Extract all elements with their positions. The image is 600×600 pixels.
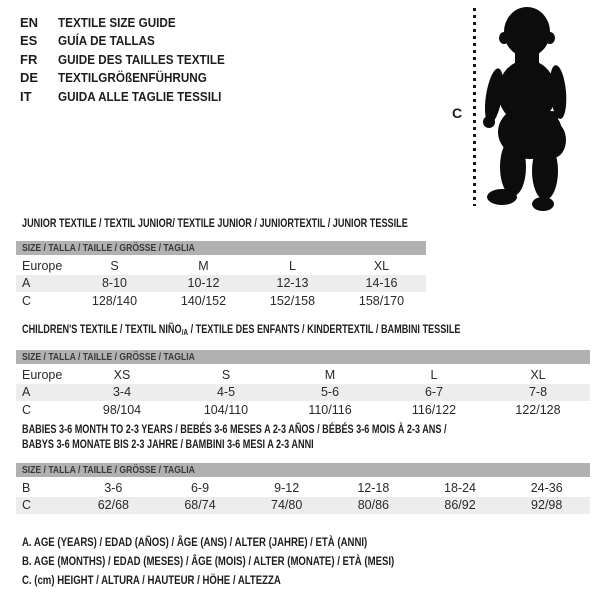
table-cell: 6-7 (424, 385, 444, 400)
table-cell: L (289, 258, 296, 273)
row-label: A (22, 276, 31, 291)
lang-code: FR (20, 51, 38, 67)
lang-label: GUIDE DES TAILLES TEXTILE (58, 51, 225, 67)
height-measure-line (473, 8, 476, 206)
table-cell: 12-18 (357, 480, 390, 495)
row-label: C (22, 293, 32, 308)
table-cell: 12-13 (276, 276, 309, 291)
junior-size-table (16, 216, 426, 310)
table-cell: 4-5 (216, 385, 236, 400)
lang-row-fr (20, 50, 243, 69)
table-cell: 24-36 (530, 480, 563, 495)
size-header-label: SIZE / TALLA / TAILLE / GRÖSSE / TAGLIA (22, 464, 195, 476)
table-cell: 68/74 (184, 498, 216, 513)
lang-row-de (20, 69, 243, 88)
table-cell: 128/140 (91, 293, 138, 308)
lang-code: IT (20, 88, 32, 104)
table-row-months (16, 479, 590, 497)
row-label: A (22, 385, 31, 400)
table-cell: S (221, 367, 231, 382)
size-header-bar (16, 241, 426, 255)
table-cell: L (430, 367, 438, 382)
table-row-europe (16, 366, 590, 384)
title-line-1: BABIES 3-6 MONTH TO 2-3 YEARS / BEBÉS 3-6 MESES A 2-3 AÑOS / BÉBÉS 3-6 MOIS À 2-3 ANS / (22, 422, 447, 436)
lang-row-en (20, 13, 243, 32)
table-row-age (16, 275, 426, 293)
size-header-label: SIZE / TALLA / TAILLE / GRÖSSE / TAGLIA (22, 351, 195, 363)
table-row-height (16, 292, 426, 310)
row-label: C (22, 498, 32, 513)
children-table-title (22, 322, 461, 340)
lang-row-it (20, 87, 243, 106)
table-cell: 3-6 (104, 480, 123, 495)
table-cell: M (324, 367, 336, 382)
title-text: / TEXTILE DES ENFANTS / KINDERTEXTIL / BAMBINI TESSILE (188, 322, 461, 336)
size-header-bar (16, 350, 590, 364)
table-cell: 5-6 (320, 385, 340, 400)
footnote-c: C. (cm) HEIGHT / ALTURA / HAUTEUR / HÖHE / ALTEZZA (22, 573, 281, 587)
row-label: Europe (22, 258, 63, 273)
table-cell: 140/152 (180, 293, 227, 308)
table-cell: 6-9 (190, 480, 210, 495)
table-cell: 158/170 (358, 293, 405, 308)
table-cell: 9-12 (274, 480, 300, 495)
table-cell: 152/158 (269, 293, 316, 308)
lang-row-es (20, 32, 243, 51)
table-cell: 10-12 (187, 276, 220, 291)
language-header (20, 13, 243, 106)
babies-size-table (16, 422, 590, 514)
table-row-age (16, 384, 590, 402)
lang-label: TEXTILGRÖßENFÜHRUNG (58, 70, 207, 86)
table-cell: 92/98 (531, 498, 563, 513)
row-label: C (22, 402, 32, 417)
table-row-height (16, 401, 590, 419)
figure-height-label: C (452, 105, 463, 121)
lang-label: GUÍA DE TALLAS (58, 33, 155, 49)
table-cell: 110/116 (308, 402, 352, 417)
table-cell: 80/86 (357, 498, 389, 513)
table-row-height (16, 497, 590, 515)
table-cell: 98/104 (102, 402, 142, 417)
babies-table-title (16, 422, 590, 452)
size-header-bar (16, 463, 590, 477)
table-cell: XL (530, 367, 546, 382)
lang-code: ES (20, 33, 38, 49)
row-label: B (22, 480, 31, 495)
table-cell: 8-10 (101, 276, 128, 291)
table-cell: XS (113, 367, 131, 382)
table-cell: 104/110 (203, 402, 249, 417)
lang-code: EN (20, 14, 39, 30)
legend-footnotes (22, 533, 487, 590)
baby-silhouette-icon (481, 4, 599, 212)
title-text: CHILDREN'S TEXTILE / TEXTIL NIÑO (22, 322, 182, 336)
table-cell: 62/68 (97, 498, 129, 513)
lang-label: TEXTILE SIZE GUIDE (58, 14, 176, 30)
footnote-b: B. AGE (MONTHS) / EDAD (MESES) / ÂGE (MOIS) / ALTER (MONATE) / ETÀ (MESI) (22, 554, 395, 568)
title-subscript: /A (181, 327, 189, 337)
children-size-table (16, 322, 590, 419)
size-header-label: SIZE / TALLA / TAILLE / GRÖSSE / TAGLIA (22, 242, 195, 254)
lang-code: DE (20, 70, 39, 86)
table-cell: 7-8 (528, 385, 548, 400)
row-label: Europe (22, 367, 63, 382)
table-row-europe (16, 257, 426, 275)
title-line-2: BABYS 3-6 MONATE BIS 2-3 JAHRE / BAMBINI 3-6 MESI A 2-3 ANNI (22, 437, 314, 451)
table-cell: XL (373, 258, 390, 273)
footnote-a: A. AGE (YEARS) / EDAD (AÑOS) / ÂGE (ANS) / ALTER (JAHRE) / ETÀ (ANNI) (22, 535, 368, 549)
table-cell: M (198, 258, 209, 273)
table-cell: S (110, 258, 119, 273)
junior-table-title: JUNIOR TEXTILE / TEXTIL JUNIOR/ TEXTILE JUNIOR / JUNIORTEXTIL / JUNIOR TESSILE (22, 216, 408, 230)
table-cell: 74/80 (271, 498, 303, 513)
table-cell: 14-16 (365, 276, 398, 291)
table-cell: 122/128 (515, 402, 561, 417)
lang-label: GUIDA ALLE TAGLIE TESSILI (58, 88, 222, 104)
table-cell: 18-24 (444, 480, 477, 495)
table-cell: 116/122 (411, 402, 457, 417)
table-cell: 86/92 (444, 498, 476, 513)
table-cell: 3-4 (112, 385, 132, 400)
